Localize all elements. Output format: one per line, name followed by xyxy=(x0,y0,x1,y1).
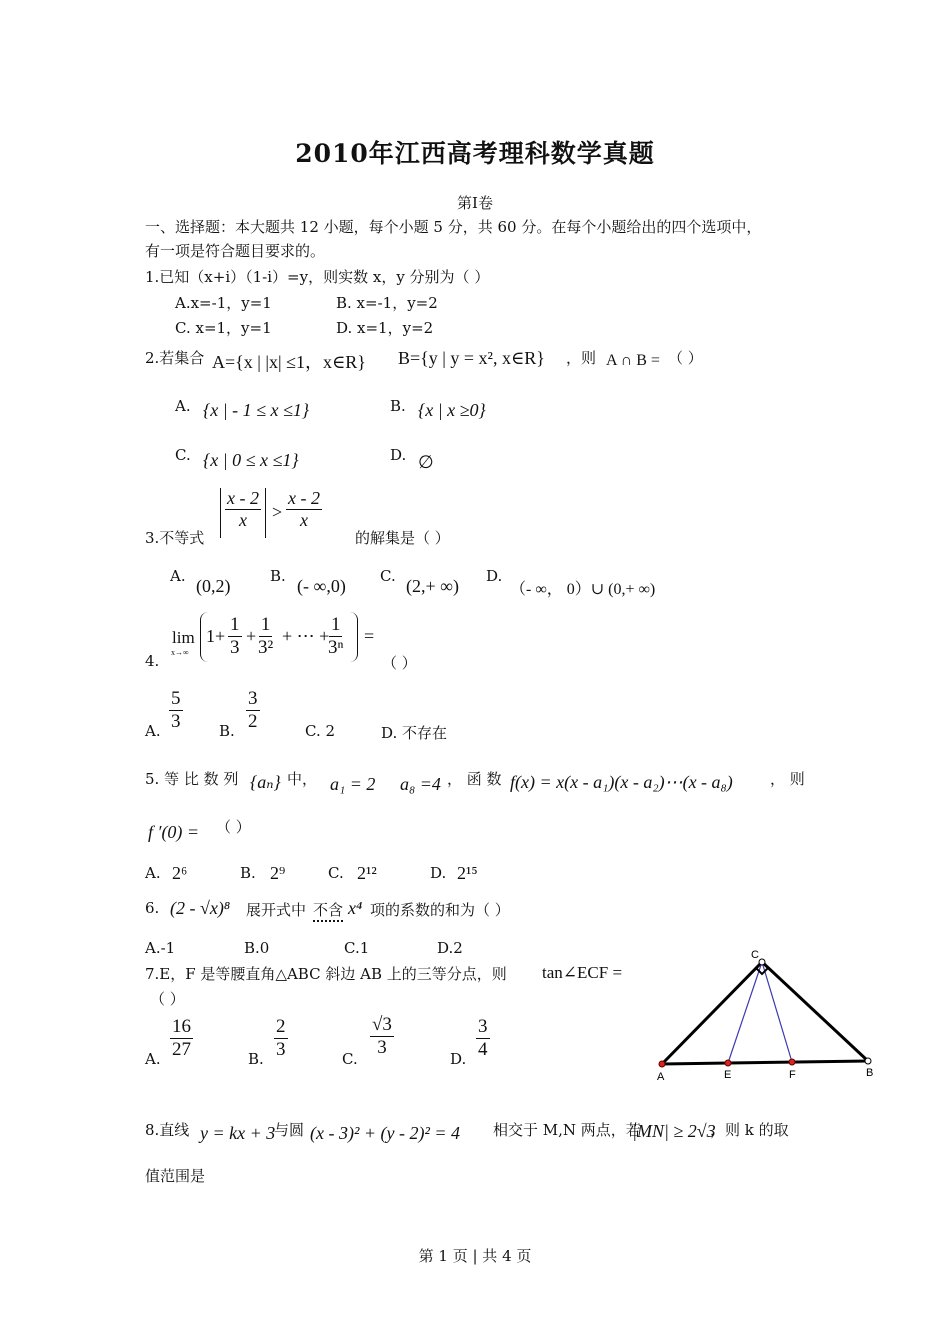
q6-option-c: C.1 xyxy=(344,939,370,957)
q7-option-b-num: 2 xyxy=(276,1016,286,1037)
q6-x-term: x⁴ xyxy=(348,898,363,918)
q4-term-n xyxy=(328,614,343,659)
q5-option-a-label: A. xyxy=(145,864,161,882)
q5-ask: f ′(0) = xyxy=(148,822,200,842)
q4-term1-num: 1 xyxy=(230,614,240,635)
q4-lim-sub: x→∞ xyxy=(171,648,189,657)
side-cb xyxy=(762,962,868,1061)
point-b xyxy=(865,1058,871,1064)
q7-expression: tan∠ECF = xyxy=(542,963,623,982)
q5-function: f(x) = x(x - a₁)(x - a₂)⋯(x - a₈) xyxy=(510,772,733,792)
side-ca xyxy=(662,962,762,1064)
q5-a1: a₁ = 2 xyxy=(330,774,376,794)
q8-with: 与圆 xyxy=(274,1121,305,1139)
q2-set-a: A={x | |x| ≤1，x∈R} xyxy=(212,352,366,372)
q6-number: 6. xyxy=(145,899,160,917)
q8-prefix: 8.直线 xyxy=(145,1121,190,1139)
q3-fraction-left xyxy=(225,488,261,530)
point-f xyxy=(789,1059,795,1065)
q4-paren: （ ） xyxy=(382,654,417,672)
q5-func-word: ， 函 数 xyxy=(447,770,502,788)
q7-option-a-label: A. xyxy=(145,1050,161,1068)
q3-abs-value xyxy=(220,488,266,538)
q2-option-d-label: D. xyxy=(390,446,407,464)
q5-mid: 中， xyxy=(287,770,318,788)
q3-option-d-label: D. xyxy=(486,567,503,585)
q5-option-d-label: D. xyxy=(430,864,447,882)
page-footer: 第 1 页 | 共 4 页 xyxy=(418,1247,532,1265)
q4-term1-den: 3 xyxy=(230,636,240,658)
q1-option-a: A.x=-1，y=1 xyxy=(175,294,272,312)
q7-option-c xyxy=(370,1014,394,1059)
q7-paren: （ ） xyxy=(150,990,185,1008)
q2-then: ，则 xyxy=(566,349,597,367)
q4-option-a-den: 3 xyxy=(171,710,181,732)
q7-option-b xyxy=(274,1016,288,1061)
q7-triangle-figure xyxy=(640,940,890,1090)
q5-sequence: {aₙ} xyxy=(250,772,281,792)
q6-emphasis: 不含 xyxy=(313,899,343,922)
q4-term-n-num: 1 xyxy=(330,614,341,635)
q2-prefix: 2.若集合 xyxy=(145,349,205,367)
q3-option-c-label: C. xyxy=(380,567,396,585)
page-title: 2010年江西高考理科数学真题 xyxy=(295,139,655,168)
q2-option-b-label: B. xyxy=(390,397,406,415)
q7-option-d-num: 3 xyxy=(478,1016,488,1037)
q5-option-c: 2¹² xyxy=(357,863,377,883)
point-c xyxy=(759,959,765,965)
q3-option-b: (- ∞,0) xyxy=(297,576,346,596)
q2-set-b: B={y | y = x², x∈R} xyxy=(398,348,545,368)
q8-circle: (x - 3)² + (y - 2)² = 4 xyxy=(310,1123,461,1143)
q4-dots: + ⋯ + xyxy=(282,626,330,646)
instructions-line-2: 有一项是符合题目要求的。 xyxy=(145,242,326,260)
q4-option-d: D. 不存在 xyxy=(381,724,448,742)
q6-option-b: B.0 xyxy=(244,939,270,957)
q4-option-c: C. 2 xyxy=(305,722,336,740)
q2-option-b: {x | x ≥0} xyxy=(418,400,486,420)
q4-term2 xyxy=(258,614,273,659)
q2-option-d: ∅ xyxy=(418,452,434,472)
q3-option-a-label: A. xyxy=(170,567,186,585)
q8-line: y = kx + 3 xyxy=(200,1123,276,1143)
q3-prefix: 3.不等式 xyxy=(145,529,205,547)
q3-option-d: （- ∞， 0）∪ (0,+ ∞) xyxy=(510,581,656,598)
q4-one: 1+ xyxy=(206,626,226,646)
q4-number: 4. xyxy=(145,652,160,670)
q7-option-c-label: C. xyxy=(342,1050,358,1068)
q4-option-b-num: 3 xyxy=(248,688,258,709)
q4-term-n-den: 3ⁿ xyxy=(328,636,344,658)
q4-option-b xyxy=(246,688,260,733)
q8-line-2: 值范围是 xyxy=(145,1167,206,1185)
q1-option-d: D. x=1，y=2 xyxy=(336,319,434,337)
q7-option-a-den: 27 xyxy=(172,1038,191,1060)
q4-term2-num: 1 xyxy=(260,614,271,635)
q5-option-b-label: B. xyxy=(240,864,256,882)
q2-option-a-label: A. xyxy=(175,397,191,415)
q7-stem: 7.E，F 是等腰直角△ABC 斜边 AB 上的三等分点，则 xyxy=(145,965,507,983)
label-f: F xyxy=(789,1069,796,1081)
q6-text-1: 展开式中 xyxy=(246,901,307,919)
q3-den-left: x xyxy=(238,509,247,530)
q1-option-b: B. x=-1，y=2 xyxy=(336,294,438,312)
q3-suffix: 的解集是（ ） xyxy=(355,529,450,547)
q1-option-c: C. x=1，y=1 xyxy=(175,319,272,337)
q6-expression: (2 - √x)⁸ xyxy=(170,898,231,918)
q6-option-d: D.2 xyxy=(437,939,463,957)
label-a: A xyxy=(657,1071,665,1083)
q4-term2-den: 3² xyxy=(258,636,274,658)
q7-option-d-den: 4 xyxy=(478,1038,488,1060)
q7-option-b-den: 3 xyxy=(276,1038,286,1060)
q5-option-d: 2¹⁵ xyxy=(457,863,478,883)
q7-option-a xyxy=(170,1016,193,1061)
q4-eq: = xyxy=(364,626,375,646)
q4-option-a xyxy=(169,688,183,733)
q2-option-c-label: C. xyxy=(175,446,191,464)
instructions-line-1: 一、选择题：本大题共 12 小题，每个小题 5 分，共 60 分。在每个小题给出的四个选项中， xyxy=(145,218,762,236)
q3-fraction-right xyxy=(286,488,322,530)
q7-option-a-num: 16 xyxy=(172,1016,191,1037)
q3-num-right: x - 2 xyxy=(288,488,320,508)
q2-option-c: {x | 0 ≤ x ≤1} xyxy=(203,450,299,470)
q4-option-b-den: 2 xyxy=(248,710,258,732)
q7-option-d xyxy=(476,1016,490,1061)
q3-gt: > xyxy=(272,502,283,522)
q3-option-a: (0,2) xyxy=(196,576,231,596)
q1-stem: 1.已知（x+i）（1-i）=y，则实数 x，y 分别为（ ） xyxy=(145,268,490,286)
segment-ce xyxy=(728,962,762,1063)
q5-prefix: 5. 等 比 数 列 xyxy=(145,770,239,788)
q4-option-a-num: 5 xyxy=(171,688,181,709)
label-c: C xyxy=(751,949,759,961)
q2-paren: （ ） xyxy=(668,349,703,367)
q4-option-b-label: B. xyxy=(219,722,235,740)
label-e: E xyxy=(724,1069,732,1081)
q5-then: ， 则 xyxy=(770,770,805,788)
q7-option-d-label: D. xyxy=(450,1050,467,1068)
q5-option-b: 2⁹ xyxy=(270,863,286,883)
q3-den-right: x xyxy=(299,509,308,530)
q5-option-c-label: C. xyxy=(328,864,344,882)
q6-text-2: 项的系数的和为（ ） xyxy=(370,901,510,919)
q8-suffix: ，则 k 的取 xyxy=(710,1121,789,1139)
q4-term1 xyxy=(228,614,242,659)
q7-option-c-num: √3 xyxy=(372,1014,392,1035)
q2-option-a: {x | - 1 ≤ x ≤1} xyxy=(203,400,310,420)
q2-ask: A ∩ B = xyxy=(606,352,660,369)
q7-option-b-label: B. xyxy=(248,1050,264,1068)
q3-num-left: x - 2 xyxy=(227,488,259,508)
q3-option-b-label: B. xyxy=(270,567,286,585)
q8-condition: |MN| ≥ 2√3 xyxy=(632,1121,716,1141)
q5-paren: （ ） xyxy=(216,818,251,836)
side-ab xyxy=(662,1061,868,1064)
point-a xyxy=(659,1061,665,1067)
volume-label: 第Ⅰ卷 xyxy=(457,194,493,212)
q6-option-a: A.-1 xyxy=(145,939,176,957)
label-b: B xyxy=(866,1067,874,1079)
q5-option-a: 2⁶ xyxy=(172,863,188,883)
q5-a8: a₈ =4 xyxy=(400,774,441,794)
q4-lim: lim xyxy=(172,628,195,647)
q3-option-c: (2,+ ∞) xyxy=(406,576,459,596)
q7-option-c-den: 3 xyxy=(377,1036,387,1058)
q8-mid: 相交于 M,N 两点，若 xyxy=(493,1121,641,1139)
q4-option-a-label: A. xyxy=(145,722,161,740)
q3-fraction-right-wrap xyxy=(286,488,322,530)
point-e xyxy=(725,1060,731,1066)
q4-plus: + xyxy=(246,626,257,646)
